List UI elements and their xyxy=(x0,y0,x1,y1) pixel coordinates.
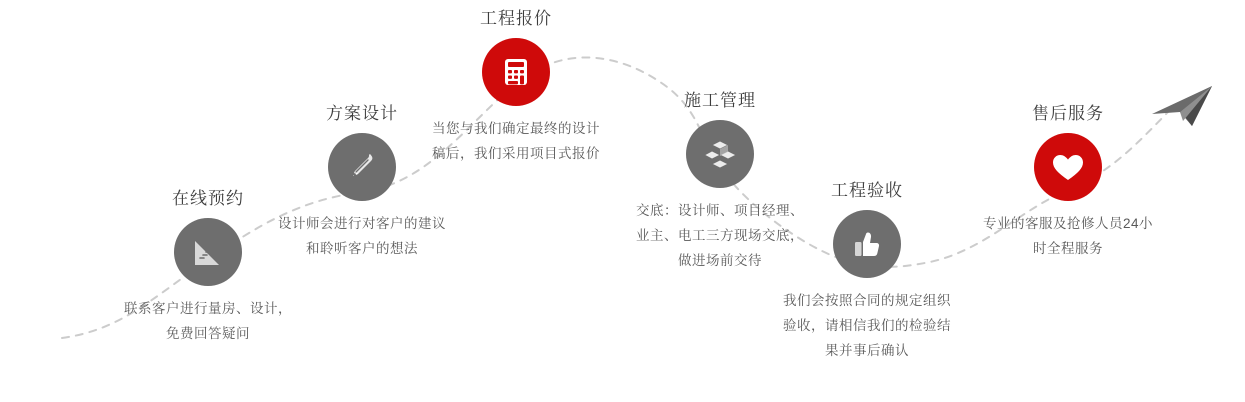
step-icon-badge xyxy=(833,210,901,278)
step-description: 交底：设计师、项目经理、业主、电工三方现场交底，做进场前交待 xyxy=(636,203,804,268)
step-description: 设计师会进行对客户的建议和聆听客户的想法 xyxy=(278,216,446,256)
boxes-icon xyxy=(702,136,738,172)
calculator-icon xyxy=(498,54,534,90)
step-title: 方案设计 xyxy=(326,104,398,123)
step-icon-badge xyxy=(328,133,396,201)
paper-plane-icon xyxy=(1152,86,1212,126)
process-step-scheme-design[interactable] xyxy=(272,103,452,261)
step-icon-badge xyxy=(686,120,754,188)
ruler-icon xyxy=(191,235,225,269)
step-title: 施工管理 xyxy=(684,91,756,110)
step-title: 工程验收 xyxy=(831,181,903,200)
process-step-project-quotation[interactable] xyxy=(426,8,606,166)
step-description: 当您与我们确定最终的设计稿后，我们采用项目式报价 xyxy=(432,121,600,161)
step-title: 工程报价 xyxy=(480,9,552,28)
step-description: 专业的客服及抢修人员24小时全程服务 xyxy=(982,216,1154,256)
process-step-after-sales-service[interactable] xyxy=(978,103,1158,261)
step-icon-badge xyxy=(1034,133,1102,201)
step-description: 联系客户进行量房、设计，免费回答疑问 xyxy=(124,301,292,341)
heart-icon xyxy=(1050,150,1086,184)
step-icon-badge xyxy=(174,218,242,286)
process-step-project-acceptance[interactable] xyxy=(777,180,957,363)
step-icon-badge xyxy=(482,38,550,106)
process-step-online-booking[interactable] xyxy=(118,188,298,346)
thumbs-up-icon xyxy=(850,227,884,261)
step-title: 售后服务 xyxy=(1032,104,1104,123)
step-description: 我们会按照合同的规定组织验收，请相信我们的检验结果并事后确认 xyxy=(783,293,951,358)
pen-nib-icon xyxy=(345,150,379,184)
step-title: 在线预约 xyxy=(172,189,244,208)
